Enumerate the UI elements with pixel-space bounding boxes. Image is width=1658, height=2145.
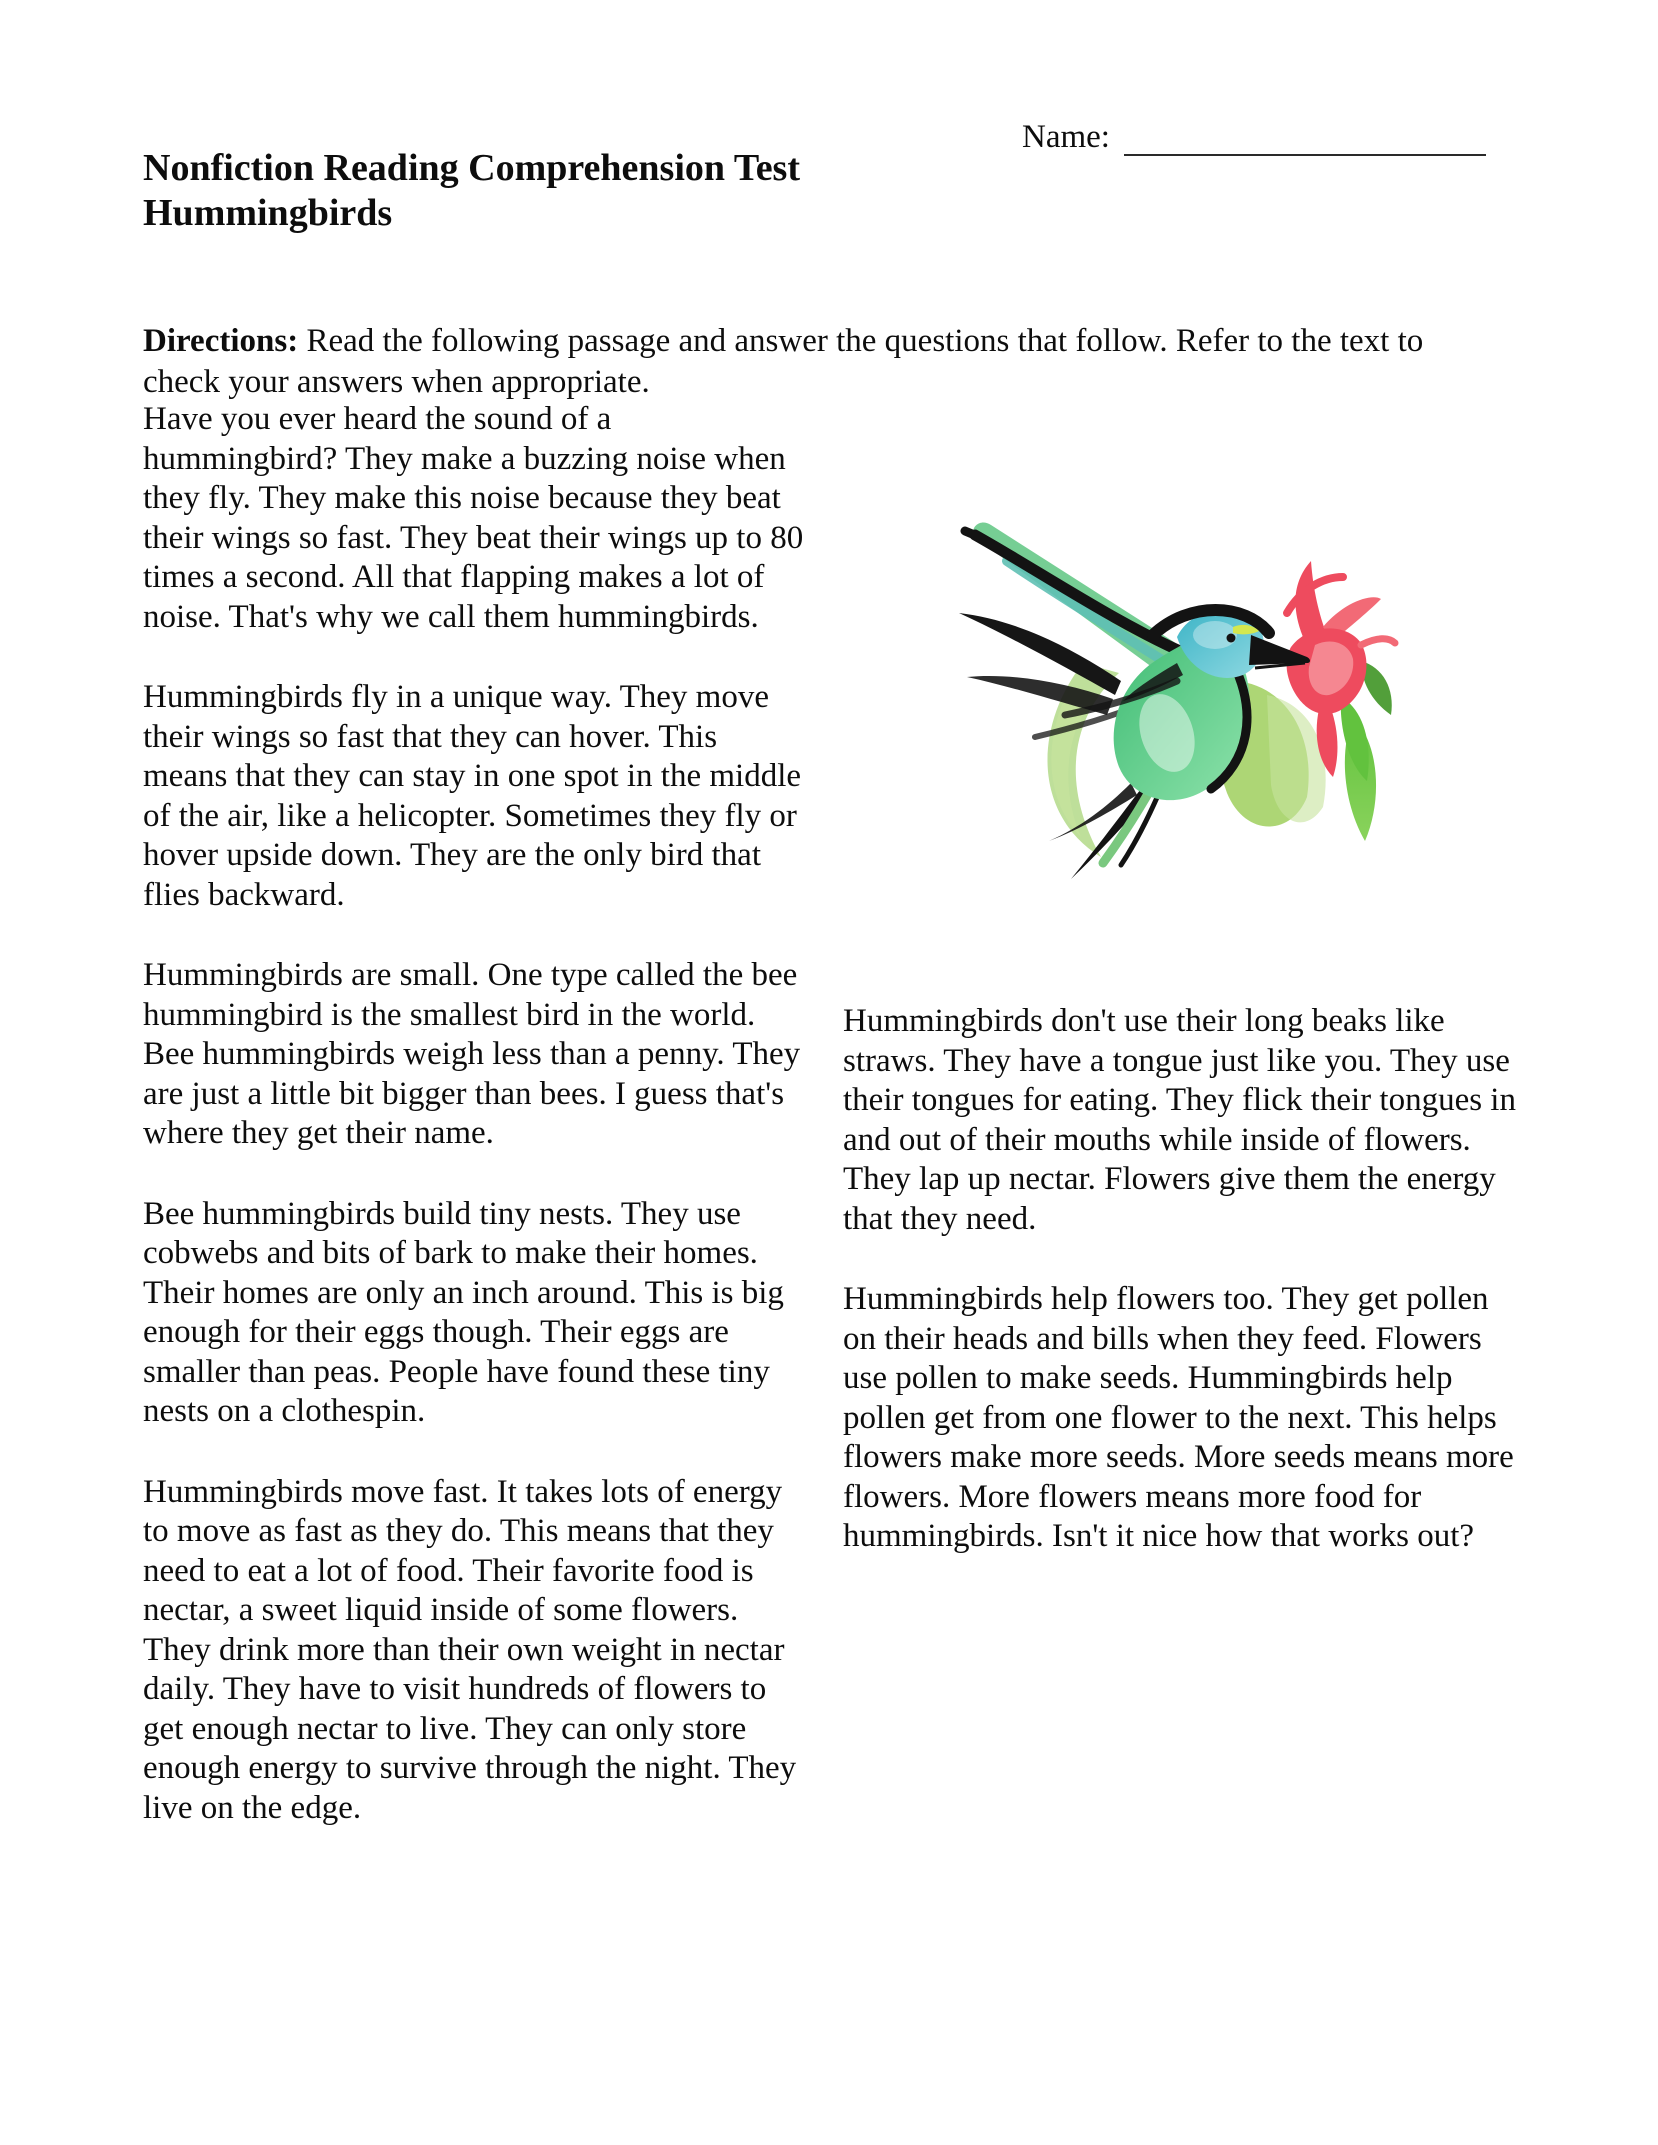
passage-left-column bbox=[143, 400, 805, 1869]
passage-paragraph: Hummingbirds don't use their long beaks like straws. They have a tongue just like you. They use their tongues for eating. They flick their tongues in and out of their mouths while inside of flowers. They lap up nectar. Flowers give them the energy that they need. bbox=[843, 1003, 1516, 1237]
passage-right-column bbox=[843, 1002, 1517, 1598]
name-label: Name: bbox=[1022, 119, 1110, 155]
directions bbox=[143, 321, 1495, 403]
page-title-line2: Hummingbirds bbox=[143, 192, 393, 234]
passage-paragraph: Hummingbirds are small. One type called the bee hummingbird is the smallest bird in the world. Bee hummingbirds weigh less than a penny. They are just a little bit bigger than bees. I guess that's where they get their name. bbox=[143, 957, 801, 1151]
directions-text: Read the following passage and answer the questions that follow. Refer to the text to check your answers when appropriate. bbox=[143, 323, 1424, 400]
passage-paragraph: Hummingbirds fly in a unique way. They move their wings so fast that they can hover. This means that they can stay in one spot in the middle of the air, like a helicopter. Sometimes they fly or hover upside down. They are the only bird that flies backward. bbox=[143, 679, 802, 913]
passage-paragraph: Hummingbirds move fast. It takes lots of energy to move as fast as they do. This means that they need to eat a lot of food. Their favorite food is nectar, a sweet liquid inside of some flowers. They drink more than their own weight in nectar daily. They have to visit hundreds of flowers to get enough nectar to live. They can only store enough energy to survive through the night. They live on the edge. bbox=[143, 1473, 797, 1826]
passage-paragraph: Hummingbirds help flowers too. They get pollen on their heads and bills when they feed. Flowers use pollen to make seeds. Hummingbirds help pollen get from one flower to the next. This helps flowers make more seeds. More seeds means more flowers. More flowers means more food for hummingbirds. Isn't it nice how that works out? bbox=[843, 1281, 1514, 1554]
name-row bbox=[1022, 118, 1486, 156]
bird-wing-teal-streak bbox=[1007, 561, 1173, 667]
directions-label: Directions: bbox=[143, 323, 299, 359]
page-title bbox=[143, 146, 800, 236]
bird-eye bbox=[1227, 634, 1236, 643]
passage-paragraph: Have you ever heard the sound of a hummingbird? They make a buzzing noise when they fly. They make this noise because they beat their wings so fast. They beat their wings up to 80 times a second. All that flapping makes a lot of noise. That's why we call them hummingbirds. bbox=[143, 401, 804, 635]
page-title-line1: Nonfiction Reading Comprehension Test bbox=[143, 147, 801, 189]
passage-paragraph: Bee hummingbirds build tiny nests. They use cobwebs and bits of bark to make their homes. Their homes are only an inch around. This is big enough for their eggs though. Their eggs are smaller than peas. People have found these tiny nests on a clothespin. bbox=[143, 1195, 784, 1429]
flower-streak bbox=[1361, 639, 1395, 645]
hummingbird-illustration bbox=[915, 485, 1445, 895]
name-blank-line[interactable] bbox=[1124, 118, 1486, 156]
